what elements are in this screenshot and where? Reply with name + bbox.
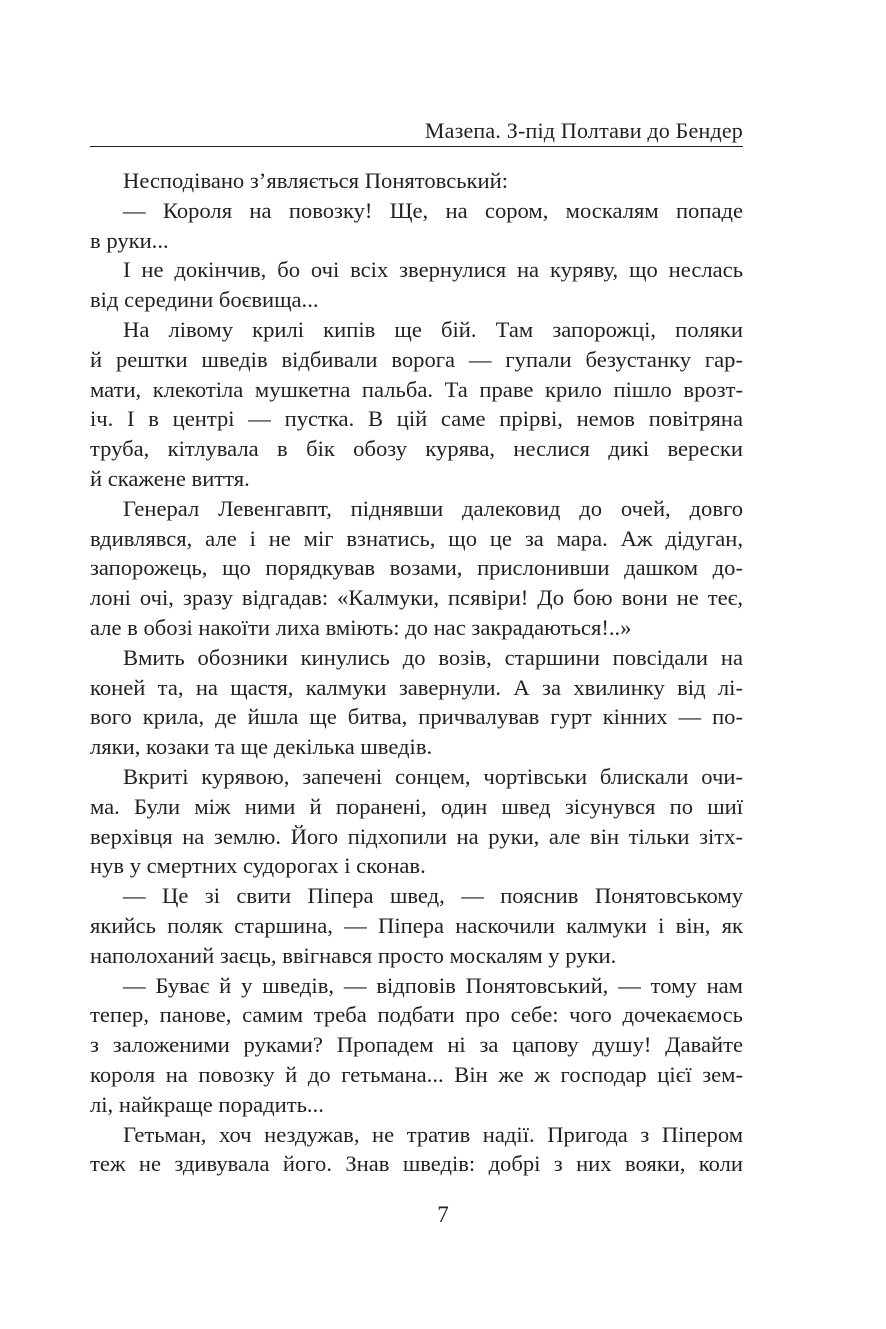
text-line: коней та, на щастя, калмуки завернули. А за хвилинку від лі- (90, 674, 743, 700)
paragraph (90, 1120, 743, 1180)
text-line: від середини боєвища... (90, 287, 319, 313)
paragraph (90, 315, 743, 494)
text-line: труба, кітлувала в бік обозу курява, неслися дикі верески (90, 436, 743, 462)
text-line: — Буває й у шведів, — відповів Понятовський, — тому нам (123, 972, 743, 998)
text-line: запорожець, що порядкував возами, прислонивши дашком до- (90, 555, 743, 581)
paragraph (90, 762, 743, 881)
text-line: мати, клекотіла мушкетна пальба. Та праве крило пішло врозт- (90, 376, 743, 402)
text-line: наполоханий заєць, ввігнався просто москалям у руки. (90, 942, 617, 968)
paragraph (90, 255, 743, 315)
page-number: 7 (437, 1202, 449, 1227)
header-rule (90, 146, 743, 147)
text-line: в руки... (90, 227, 169, 253)
body-text (90, 166, 743, 1179)
text-line: вого крила, де йшла ще битва, причвалував гурт кінних — по- (90, 704, 743, 730)
text-line: Несподівано з’являється Понятовський: (123, 168, 508, 193)
text-line: — Короля на повозку! Ще, на сором, москалям попаде (123, 197, 743, 223)
text-line: Вкриті курявою, запечені сонцем, чортівськи блискали очи- (123, 763, 743, 789)
text-line: теж не здивувала його. Знав шведів: добрі з них вояки, коли (90, 1151, 743, 1177)
text-line: якийсь поляк старшина, — Піпера наскочили калмуки і він, як (90, 912, 743, 938)
text-line: короля на повозку й до гетьмана... Він же ж господар цієї зем- (90, 1061, 743, 1087)
text-line: іч. І в центрі — пустка. В цій саме прірві, немов повітряна (90, 406, 743, 432)
paragraph (90, 643, 743, 762)
paragraph (90, 166, 743, 196)
text-line: тепер, панове, самим треба подбати про себе: чого дочекаємось (90, 1002, 743, 1028)
running-head: Мазепа. З-під Полтави до Бендер (424, 118, 743, 143)
paragraph (90, 881, 743, 970)
text-line: але в обозі накоїти лиха вміють: до нас закрадаються!..» (90, 614, 632, 640)
text-line: Вмить обозники кинулись до возів, старшини повсідали на (123, 644, 743, 670)
paragraph (90, 196, 743, 256)
text-line: з заложеними руками? Пропадем ні за цапову душу! Давайте (90, 1032, 743, 1058)
text-line: лоні очі, зразу відгадав: «Калмуки, псявіри! До бою вони не теє, (90, 585, 743, 611)
text-line: верхівця на землю. Його підхопили на руки, але він тільки зітх- (90, 823, 743, 849)
text-line: На лівому крилі кипів ще бій. Там запорожці, поляки (123, 316, 743, 342)
text-line: й скажене виття. (90, 465, 250, 491)
text-line: лі, найкраще порадить... (90, 1091, 324, 1117)
text-line: ляки, козаки та ще декілька шведів. (90, 734, 433, 760)
paragraph (90, 971, 743, 1120)
text-line: ма. Були між ними й поранені, один швед зісунувся по шиї (90, 793, 743, 819)
text-line: вдивлявся, але і не міг взнатись, що це за мара. Аж дідуган, (90, 525, 743, 551)
paragraph (90, 494, 743, 643)
text-line: — Це зі свити Піпера швед, — пояснив Понятовському (123, 883, 743, 909)
text-line: Генерал Левенгавпт, піднявши далековид до очей, довго (123, 495, 743, 521)
text-line: нув у смертних судорогах і сконав. (90, 853, 426, 879)
text-line: Гетьман, хоч нездужав, не тратив надії. Пригода з Піпером (123, 1121, 743, 1147)
text-line: І не докінчив, бо очі всіх звернулися на куряву, що неслась (123, 257, 743, 283)
text-line: й рештки шведів відбивали ворога — гупали безустанку гар- (90, 346, 743, 372)
